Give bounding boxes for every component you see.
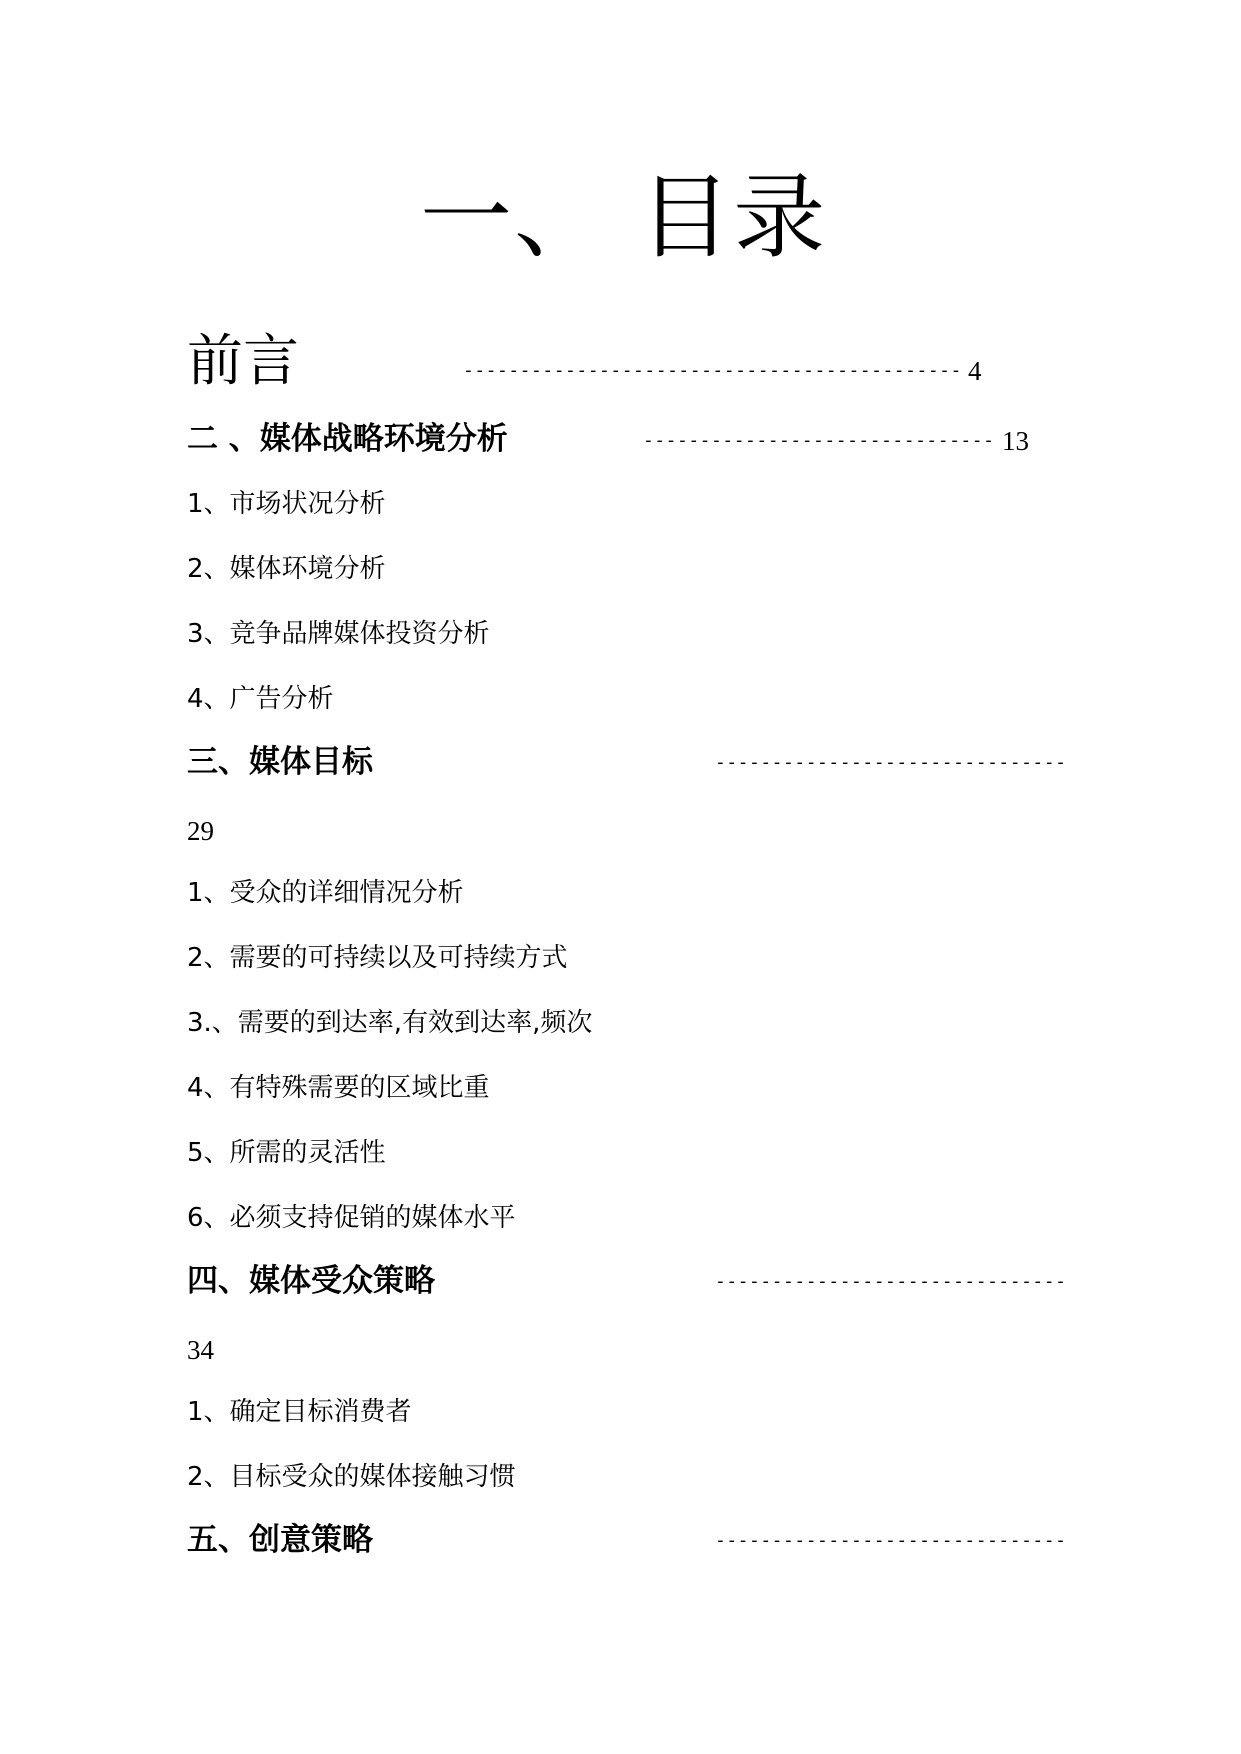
toc-entry-item: 4、广告分析 [187, 684, 334, 714]
toc-entry-item: 4、有特殊需要的区域比重 [187, 1073, 490, 1103]
toc-entry-item: 3、竞争品牌媒体投资分析 [187, 619, 490, 649]
toc-entry-preface: 前言 [187, 329, 299, 394]
toc-entry-item: 2、目标受众的媒体接触习惯 [187, 1462, 516, 1492]
toc-entry-item: 1、确定目标消费者 [187, 1397, 412, 1427]
toc-entry-section-2: 二 、媒体战略环境分析 [187, 421, 508, 457]
toc-entry-item: 2、需要的可持续以及可持续方式 [187, 943, 568, 973]
toc-leader: ------------------------------- [643, 430, 995, 451]
toc-leader: ------------------------------- [715, 1271, 1067, 1292]
toc-page-number: 29 [187, 816, 214, 846]
toc-entry-item: 1、市场状况分析 [187, 489, 386, 519]
toc-entry-item: 6、必须支持促销的媒体水平 [187, 1203, 516, 1233]
toc-entry-section-4: 四、媒体受众策略 [187, 1263, 435, 1299]
toc-leader: ------------------------------- [715, 752, 1067, 773]
toc-leader: -------------------------------------------- [463, 360, 962, 381]
toc-entry-item: 5、所需的灵活性 [187, 1138, 386, 1168]
toc-entry-item: 2、媒体环境分析 [187, 554, 386, 584]
toc-entry-item: 1、受众的详细情况分析 [187, 878, 464, 908]
toc-entry-item: 3.、需要的到达率,有效到达率,频次 [187, 1008, 593, 1038]
toc-page-number: 34 [187, 1335, 214, 1365]
toc-page-number: 13 [1002, 426, 1029, 456]
toc-page-number: 4 [968, 356, 982, 386]
toc-leader: ------------------------------- [715, 1530, 1067, 1551]
toc-entry-section-5: 五、创意策略 [187, 1522, 373, 1558]
toc-entry-section-3: 三、媒体目标 [187, 744, 373, 780]
toc-title: 一、 目录 [420, 164, 828, 271]
